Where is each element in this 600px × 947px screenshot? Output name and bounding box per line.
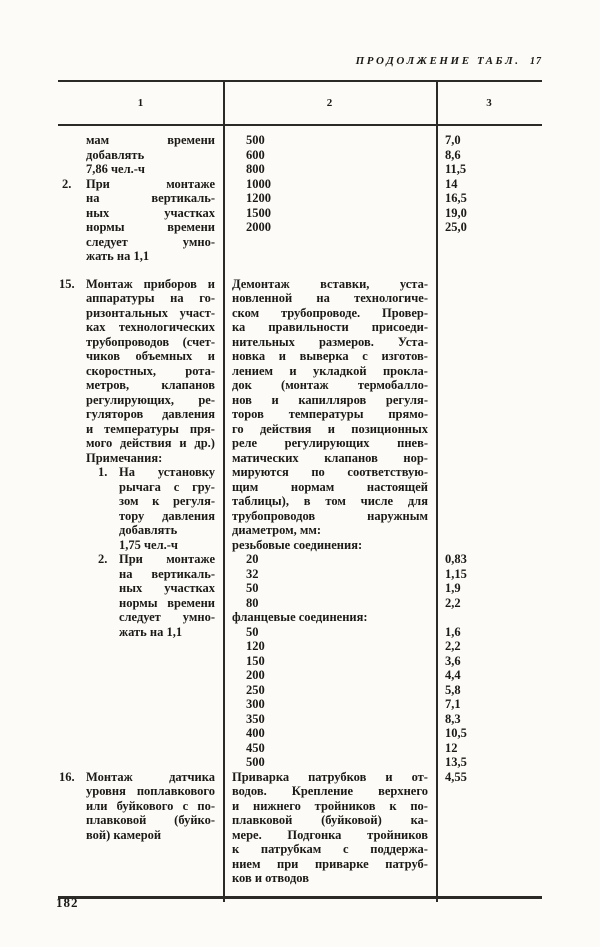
text-line: 500	[246, 133, 265, 147]
text-line: тору давления	[119, 508, 215, 523]
column-header-1: 1	[137, 97, 144, 109]
text-line: мере. Подгонка тройников	[232, 827, 428, 842]
text-line: диаметром, мм:	[232, 523, 322, 537]
table-section-item-15	[58, 277, 542, 770]
text-line: трубопроводов наружным	[232, 508, 428, 523]
text-line: мого действия и др.)	[86, 436, 215, 450]
text-line: 11,5	[445, 162, 467, 176]
text-line: 0,83	[445, 552, 467, 566]
text-line: го действия и позиционных	[232, 421, 428, 436]
text-line: 1,15	[445, 566, 467, 581]
text-line	[445, 407, 540, 422]
text-line: 7,1	[445, 697, 461, 711]
text-line: Демонтаж вставки, уста-	[232, 276, 428, 291]
text-line: 2,2	[445, 639, 461, 653]
text-line: 3,6	[445, 653, 461, 668]
text-line: 1,9	[445, 581, 461, 595]
text-line: фланцевые соединения:	[232, 610, 368, 624]
text-line: 800	[246, 162, 265, 176]
text-line	[445, 436, 540, 451]
text-line: на вертикаль-	[86, 191, 215, 205]
text-line: нормы времени	[86, 220, 215, 234]
text-line: жать на 1,1	[119, 624, 183, 639]
text-line: 1500	[246, 205, 271, 220]
table-section-item-16	[58, 770, 542, 886]
item-number: 16.	[59, 769, 75, 784]
text-line: 16. Монтаж датчика	[59, 769, 215, 784]
table-continuation-caption	[58, 55, 542, 67]
text-line: нием при приварке патруб-	[232, 856, 428, 871]
text-line: 2000	[246, 220, 271, 234]
text-line: 16,5	[445, 191, 467, 205]
text-line: 200	[246, 668, 265, 682]
text-line: добавлять	[86, 147, 145, 162]
text-line	[445, 422, 540, 437]
text-line: нов и капилляров регуля-	[232, 392, 428, 407]
column-header-2: 2	[326, 97, 333, 109]
text-line: 15. Монтаж приборов и	[59, 276, 215, 291]
text-line: уровня поплавкового	[86, 784, 215, 798]
text-line: реле регулирующих пнев-	[232, 436, 428, 450]
text-line: нительных размеров. Уста-	[232, 334, 428, 349]
text-line: новка и выверка с изготов-	[232, 349, 428, 363]
text-line: плавковой (буйковой) ка-	[232, 813, 428, 827]
text-line: 13,5	[445, 755, 467, 769]
text-line: 1,75 чел.-ч	[119, 537, 178, 552]
item-16-col2	[223, 770, 436, 886]
text-line	[445, 451, 540, 466]
text-line: 10,5	[445, 726, 467, 740]
text-line: ском трубопроводе. Провер-	[232, 305, 428, 320]
text-line: и температуры пря-	[86, 421, 215, 436]
table-number: 17	[530, 56, 542, 67]
text-line: 1,6	[445, 624, 461, 639]
text-line: 450	[246, 740, 265, 755]
caption-text: ПРОДОЛЖЕНИЕ ТАБЛ.	[355, 55, 521, 67]
text-line: ка правильности присоеди-	[232, 320, 428, 334]
item-15-col3	[436, 277, 542, 770]
text-line: ризонтальных участ-	[86, 305, 215, 320]
item-number: 1.	[98, 465, 108, 479]
text-line	[445, 538, 540, 553]
item-16-col3	[436, 770, 542, 886]
text-line	[445, 335, 540, 350]
text-line: 1200	[246, 191, 271, 205]
item-15-col2	[223, 277, 436, 770]
text-line: ных участках	[119, 581, 215, 595]
text-line: плавковой (буйко-	[86, 813, 215, 827]
text-line: торов температуры прямо-	[232, 407, 428, 421]
text-line	[445, 494, 540, 509]
text-line: 400	[246, 726, 265, 740]
column-divider-2	[436, 82, 438, 902]
text-line: чиков объемных и	[86, 349, 215, 363]
text-line	[445, 320, 540, 335]
text-line: 14	[445, 176, 458, 191]
page-number: 182	[56, 895, 79, 910]
text-line: 1000	[246, 176, 271, 191]
text-line	[445, 393, 540, 408]
table-section-carryover-item	[58, 133, 542, 264]
text-line	[445, 610, 540, 625]
item-number: 2.	[98, 552, 108, 566]
text-line: 350	[246, 711, 265, 726]
norms-table	[58, 80, 542, 899]
text-line	[445, 523, 540, 538]
text-line: 4,55	[445, 769, 467, 784]
text-line: водов. Крепление верхнего	[232, 784, 428, 798]
text-line: ков и отводов	[232, 871, 309, 885]
text-line: Приварка патрубков и от-	[232, 769, 428, 784]
text-line: матических клапанов нор-	[232, 450, 428, 465]
text-line: 250	[246, 682, 265, 697]
text-line	[445, 306, 540, 321]
text-line: нормы времени	[119, 595, 215, 610]
text-line: вой) камерой	[86, 827, 162, 842]
text-line: 120	[246, 639, 265, 653]
text-line	[445, 349, 540, 364]
text-line: или буйкового с по-	[86, 798, 215, 813]
text-line: 8,6	[445, 147, 461, 162]
text-line: мам времени	[86, 133, 215, 147]
text-line: следует умно-	[119, 610, 215, 624]
text-line: 2,2	[445, 595, 461, 610]
text-line	[445, 378, 540, 393]
text-line: мируются по соответствую-	[232, 465, 428, 479]
text-line: 12	[445, 740, 458, 755]
text-line: скоростных, рота-	[86, 363, 215, 378]
text-line: 25,0	[445, 220, 467, 234]
carryover-item-col3	[436, 133, 542, 264]
carryover-item-col1	[58, 133, 223, 264]
text-line: таблицы), в том числе для	[232, 494, 428, 508]
text-line: аппаратуры на го-	[86, 291, 215, 305]
text-line: 19,0	[445, 205, 467, 220]
text-line: ных участках	[86, 205, 215, 220]
item-16-col1	[58, 770, 223, 886]
text-line: 600	[246, 147, 265, 162]
text-line: 7,0	[445, 133, 461, 147]
text-line: гуляторов давления	[86, 407, 215, 421]
carryover-item-col2	[223, 133, 436, 264]
text-line: резьбовые соединения:	[232, 537, 363, 552]
text-line: 32	[246, 566, 259, 581]
text-line: ках технологических	[86, 320, 215, 334]
text-line: трубопроводов (счет-	[86, 334, 215, 349]
text-line	[445, 465, 540, 480]
text-line	[445, 277, 540, 292]
column-header-3: 3	[486, 97, 492, 109]
text-line: жать на 1,1	[86, 249, 150, 263]
text-line: 1. На установку	[98, 465, 215, 479]
item-15-col1	[58, 277, 223, 770]
text-line	[445, 364, 540, 379]
text-line: регулирующих, ре-	[86, 392, 215, 407]
table-body	[58, 133, 542, 899]
text-line: 7,86 чел.-ч	[86, 162, 145, 176]
text-line: рычага с гру-	[119, 479, 215, 494]
text-line: 50	[246, 624, 259, 639]
text-line: 50	[246, 581, 259, 595]
text-line	[445, 509, 540, 524]
text-line: 300	[246, 697, 265, 711]
text-line: метров, клапанов	[86, 378, 215, 392]
text-line: зом к регуля-	[119, 494, 215, 508]
item-number: 2.	[62, 176, 72, 191]
text-line: лением и укладкой прокла-	[232, 363, 428, 378]
text-line: 8,3	[445, 711, 461, 726]
text-line: на вертикаль-	[119, 566, 215, 581]
text-line: 150	[246, 653, 265, 668]
text-line: следует умно-	[86, 234, 215, 249]
text-line: 500	[246, 755, 265, 769]
text-line	[445, 291, 540, 306]
text-line: добавлять	[119, 523, 178, 537]
text-line: 4,4	[445, 668, 461, 682]
table-header-row	[58, 82, 542, 126]
text-line: новленной на технологиче-	[232, 291, 428, 305]
text-line: 2. При монтаже	[62, 176, 215, 191]
text-line: 80	[246, 595, 259, 610]
item-number: 15.	[59, 276, 75, 291]
text-line: Примечания:	[86, 450, 163, 465]
column-divider-1	[223, 82, 225, 902]
text-line: 5,8	[445, 682, 461, 697]
text-line: 20	[246, 552, 259, 566]
text-line: 2. При монтаже	[98, 552, 215, 566]
text-line	[445, 480, 540, 495]
text-line: к патрубкам с поддержа-	[232, 842, 428, 856]
text-line: док (монтаж термобалло-	[232, 378, 428, 392]
text-line: щим нормам настоящей	[232, 479, 428, 494]
text-line: и нижнего тройников к по-	[232, 798, 428, 813]
